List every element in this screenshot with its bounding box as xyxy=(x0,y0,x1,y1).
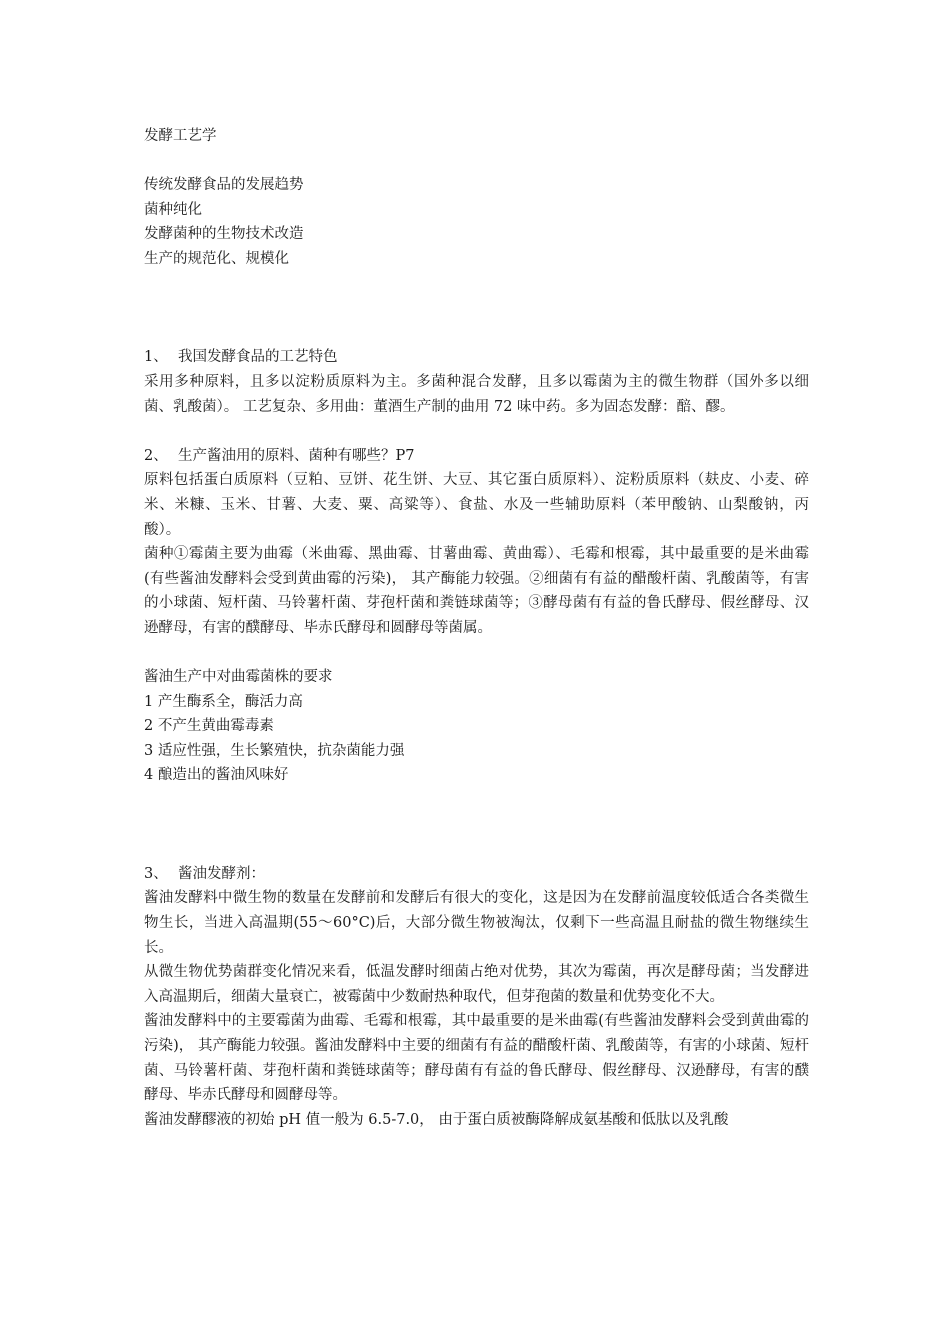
section-2-heading xyxy=(144,444,809,469)
section-title: 生产酱油用的原料、菌种有哪些？P7 xyxy=(178,447,415,464)
section-3-paragraph: 酱油发酵料中微生物的数量在发酵前和发酵后有很大的变化，这是因为在发酵前温度较低适合各类微生物生长，当进入高温期(55～60°C)后，大部分微生物被淘汰，仅剩下一些高温且耐盐的微生物继续生长。 xyxy=(144,890,809,956)
section-title: 我国发酵食品的工艺特色 xyxy=(178,349,338,366)
section-number: 1、 xyxy=(144,349,168,366)
trend-item: 发酵菌种的生物技术改造 xyxy=(144,226,304,243)
trend-item: 生产的规范化、规模化 xyxy=(144,250,289,267)
document-page xyxy=(144,124,809,1132)
section-2-strains: 菌种①霉菌主要为曲霉（米曲霉、黑曲霉、甘薯曲霉、黄曲霉）、毛霉和根霉，其中最重要的是米曲霉(有些酱油发酵料会受到黄曲霉的污染)， 其产酶能力较强。②细菌有有益的醋酸杆菌、乳酸菌等，有害的小球菌、短杆菌、马铃薯杆菌、芽孢杆菌和粪链球菌等；③酵母菌有有益的鲁氏酵母、假丝酵母、汉逊酵母，有害的醭酵母、毕赤氏酵母和圆酵母等菌属。 xyxy=(144,546,809,636)
section-number: 3、 xyxy=(144,865,168,882)
section-number: 2、 xyxy=(144,447,168,464)
requirement-item: 3 适应性强，生长繁殖快，抗杂菌能力强 xyxy=(144,742,405,759)
trend-item: 菌种纯化 xyxy=(144,201,202,218)
requirement-item: 4 酿造出的酱油风味好 xyxy=(144,767,289,784)
requirements-heading: 酱油生产中对曲霉菌株的要求 xyxy=(144,669,333,686)
section-3-paragraph: 酱油发酵料中的主要霉菌为曲霉、毛霉和根霉，其中最重要的是米曲霉(有些酱油发酵料会受到黄曲霉的污染)， 其产酶能力较强。酱油发酵料中主要的细菌有有益的醋酸杆菌、乳酸菌等，有害的小球菌、短杆菌、马铃薯杆菌、芽孢杆菌和粪链球菌等；酵母菌有有益的鲁氏酵母、假丝酵母、汉逊酵母，有害的醭酵母、毕赤氏酵母和圆酵母等。 xyxy=(144,1013,809,1104)
section-2-materials: 原料包括蛋白质原料（豆粕、豆饼、花生饼、大豆、其它蛋白质原料）、淀粉质原料（麸皮、小麦、碎米、米糠、玉米、甘薯、大麦、粟、高粱等）、食盐、水及一些辅助原料（苯甲酸钠、山梨酸钠，丙酸）。 xyxy=(144,472,809,538)
doc-title: 发酵工艺学 xyxy=(144,128,217,144)
section-3-paragraph: 从微生物优势菌群变化情况来看，低温发酵时细菌占绝对优势，其次为霉菌，再次是酵母菌；当发酵进入高温期后，细菌大量衰亡，被霉菌中少数耐热种取代，但芽孢菌的数量和优势变化不大。 xyxy=(144,964,809,1005)
section-3-paragraph: 酱油发酵醪液的初始 pH 值一般为 6.5-7.0， 由于蛋白质被酶降解成氨基酸和低肽以及乳酸 xyxy=(144,1111,729,1128)
trend-item: 传统发酵食品的发展趋势 xyxy=(144,177,304,194)
section-3-heading xyxy=(144,862,809,887)
section-1-body: 采用多种原料，且多以淀粉质原料为主。多菌种混合发酵，且多以霉菌为主的微生物群（国外多以细菌、乳酸菌）。 工艺复杂、多用曲：董酒生产制的曲用 72 味中药。多为固态发酵：醅、醪。 xyxy=(144,373,809,415)
section-1-heading xyxy=(144,345,809,370)
section-title: 酱油发酵剂： xyxy=(178,865,265,882)
requirement-item: 2 不产生黄曲霉毒素 xyxy=(144,718,274,735)
requirement-item: 1 产生酶系全，酶活力高 xyxy=(144,693,303,710)
